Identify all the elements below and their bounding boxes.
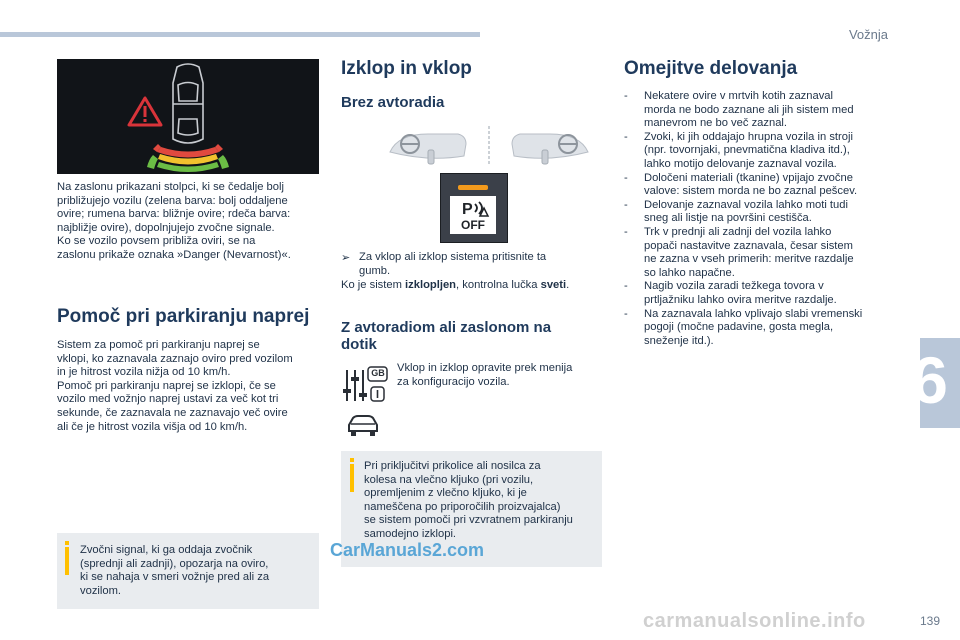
list-item: - Nagib vozila zaradi težkega tovora v prtljažniku lahko ovira meritve razdalje. [624, 280, 894, 307]
footer-watermark: carmanualsonline.info [643, 610, 866, 632]
parking-display-image [57, 59, 319, 174]
front-parking-body: Sistem za pomoč pri parkiranju naprej se vklopi, ko zaznavala zaznajo oviro pred vozilom in je hitrost vozila nižja od 10 km/h. Pomoč pri parkiranju naprej se izklopi, če se vozilo med vožnjo naprej ustavi za več kot tri sekunde, če zaznavala ne zaznavajo več ovire ali če je hitrost vozila višja od 10 km/h. [57, 339, 293, 433]
dashboard-illustration [388, 124, 590, 169]
press-instruction: Za vklop ali izklop sistema pritisnite ta gumb. [359, 251, 547, 277]
display-caption: Na zaslonu prikazani stolpci, ki se čedalje bolj približujejo vozilu (zelena barva: bolj oddaljene ovire; rumena barva: bližnje ovire; rdeča barva: najbližje ovire), dopolnjujejo zvočne signale. Ko se vozilo povsem približa oviri, se na zaslonu prikaže oznaka »Danger (Nevarnost)«. [57, 181, 291, 261]
left-info-text: Zvočni signal, ki ga oddaja zvočnik (sprednji ali zadnji), opozarja na oviro, ki se nahaja v smeri vožnje pred ali za vozilom. [80, 544, 270, 597]
warning-icon [129, 98, 161, 125]
limitations-heading: Omejitve delovanja [624, 58, 798, 79]
indicator-light [458, 185, 488, 190]
watermark-link[interactable]: CarManuals2.com [330, 540, 485, 560]
on-off-heading: Izklop in vklop [341, 58, 472, 79]
parking-sensor-icon [458, 198, 490, 218]
svg-text:P: P [462, 201, 473, 218]
button-face [450, 196, 496, 234]
list-item: - Določeni materiali (tkanine) vpijajo zvočne valove: sistem morda ne bo zaznal pešcev. [624, 172, 894, 199]
info-icon-bar [350, 464, 354, 492]
status-line: Ko je sistem izklopljen, kontrolna lučka sveti. [341, 279, 570, 291]
header-rule [0, 32, 480, 37]
gb-label: GB [371, 368, 385, 378]
with-radio-subheading: Z avtoradiom ali zaslonom na dotik [341, 319, 552, 353]
info-icon-bar [65, 547, 69, 575]
no-radio-subheading: Brez avtoradia [341, 94, 445, 111]
press-arrow-icon: ➢ [341, 252, 351, 264]
menu-instruction: Vklop in izklop opravite prek menija za konfiguracijo vozila. [397, 362, 573, 388]
off-label: OFF [461, 218, 485, 232]
chapter-number: 6 [911, 343, 948, 417]
car-top-view-icon [173, 64, 203, 143]
vehicle-settings-icon [342, 365, 388, 405]
list-item: - Zvoki, ki jih oddajajo hrupna vozila in stroji (npr. tovornjaki, pnevmatična kladiva itd.), lahko motijo delovanje zaznaval vozila. [624, 131, 894, 172]
section-title: Vožnja [848, 27, 888, 42]
park-assist-off-button[interactable] [440, 173, 508, 243]
info-icon [65, 541, 69, 545]
info-icon [350, 458, 354, 462]
middle-info-text: Pri priključitvi prikolice ali nosilca za kolesa na vlečno kljuko (pri vozilu, opremljenim z vlečno kljuko, ki je nameščena po priporočilih proizvajalca) se sistem pomoči pri vzvratnem parkiranju samodejno izklopi. [364, 460, 573, 540]
sensor-bars-icon [147, 144, 229, 172]
list-item: - Nekatere ovire v mrtvih kotih zaznaval morda ne bodo zaznane ali jih sistem med manevrom ne bo več zaznal. [624, 90, 894, 131]
list-item: - Na zaznavala lahko vplivajo slabi vremenski pogoji (močne padavine, gosta megla, sneženje itd.). [624, 308, 894, 349]
list-item: - Delovanje zaznaval vozila lahko moti tudi sneg ali listje na površini cestišča. [624, 199, 894, 226]
car-icon [345, 413, 381, 439]
front-parking-heading: Pomoč pri parkiranju naprej [57, 306, 310, 327]
page-number: 139 [919, 614, 940, 628]
limitations-list [624, 90, 894, 348]
list-item: - Trk v prednji ali zadnji del vozila lahko popači nastavitve zaznavala, česar sistem ne zazna v vseh primerih: meritve razdalje so lahko napačne. [624, 226, 894, 280]
